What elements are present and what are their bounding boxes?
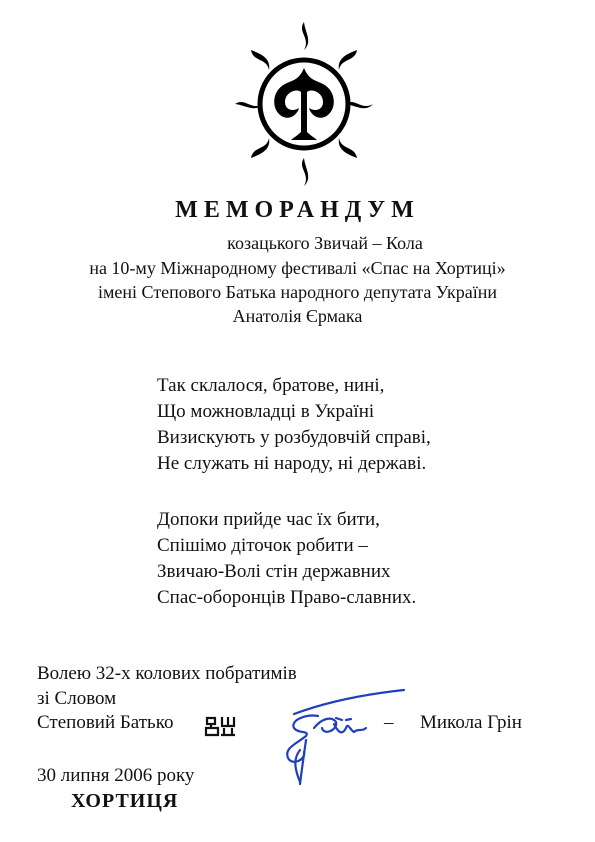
header-line-3: імені Степового Батька народного депутата України <box>98 282 497 302</box>
poem-line: Звичаю-Волі стін державних <box>157 561 391 582</box>
poem-stanza-1 <box>157 373 431 477</box>
signature-dash: – <box>384 712 394 733</box>
poem-line: Допоки прийде час їх бити, <box>157 509 380 530</box>
poem-line: Визискують у розбудовчій справі, <box>157 427 431 448</box>
handwritten-signature <box>276 688 406 786</box>
signatory-name: Микола Грін <box>420 712 522 733</box>
poem-line: Не служать ні народу, ні державі. <box>157 453 427 474</box>
poem-line: Що можновладці в Україні <box>157 401 375 422</box>
document-place: ХОРТИЦЯ <box>71 790 179 812</box>
poem-line: Спішімо діточок робити – <box>157 535 368 556</box>
header-line-4: Анатолія Єрмака <box>232 306 363 326</box>
header-line-2: на 10-му Міжнародному фестивалі «Спас на Хортиці» <box>89 258 506 278</box>
document-title: МЕМОРАНДУМ <box>175 197 420 223</box>
signature-with-word: зі Словом <box>37 688 117 709</box>
document-date: 30 липня 2006 року <box>37 765 195 786</box>
sun-emblem-logo <box>233 20 375 188</box>
stamp-glyph <box>204 714 248 738</box>
poem-stanza-2 <box>157 507 416 611</box>
signature-role: Степовий Батько <box>37 712 174 733</box>
header-line-1: козацького Звичай – Кола <box>227 233 423 253</box>
poem-line: Так склалося, братове, нині, <box>157 375 385 396</box>
signature-intro: Волею 32-х колових побратимів <box>37 663 297 684</box>
poem-line: Спас-оборонців Право-славних. <box>157 587 417 608</box>
